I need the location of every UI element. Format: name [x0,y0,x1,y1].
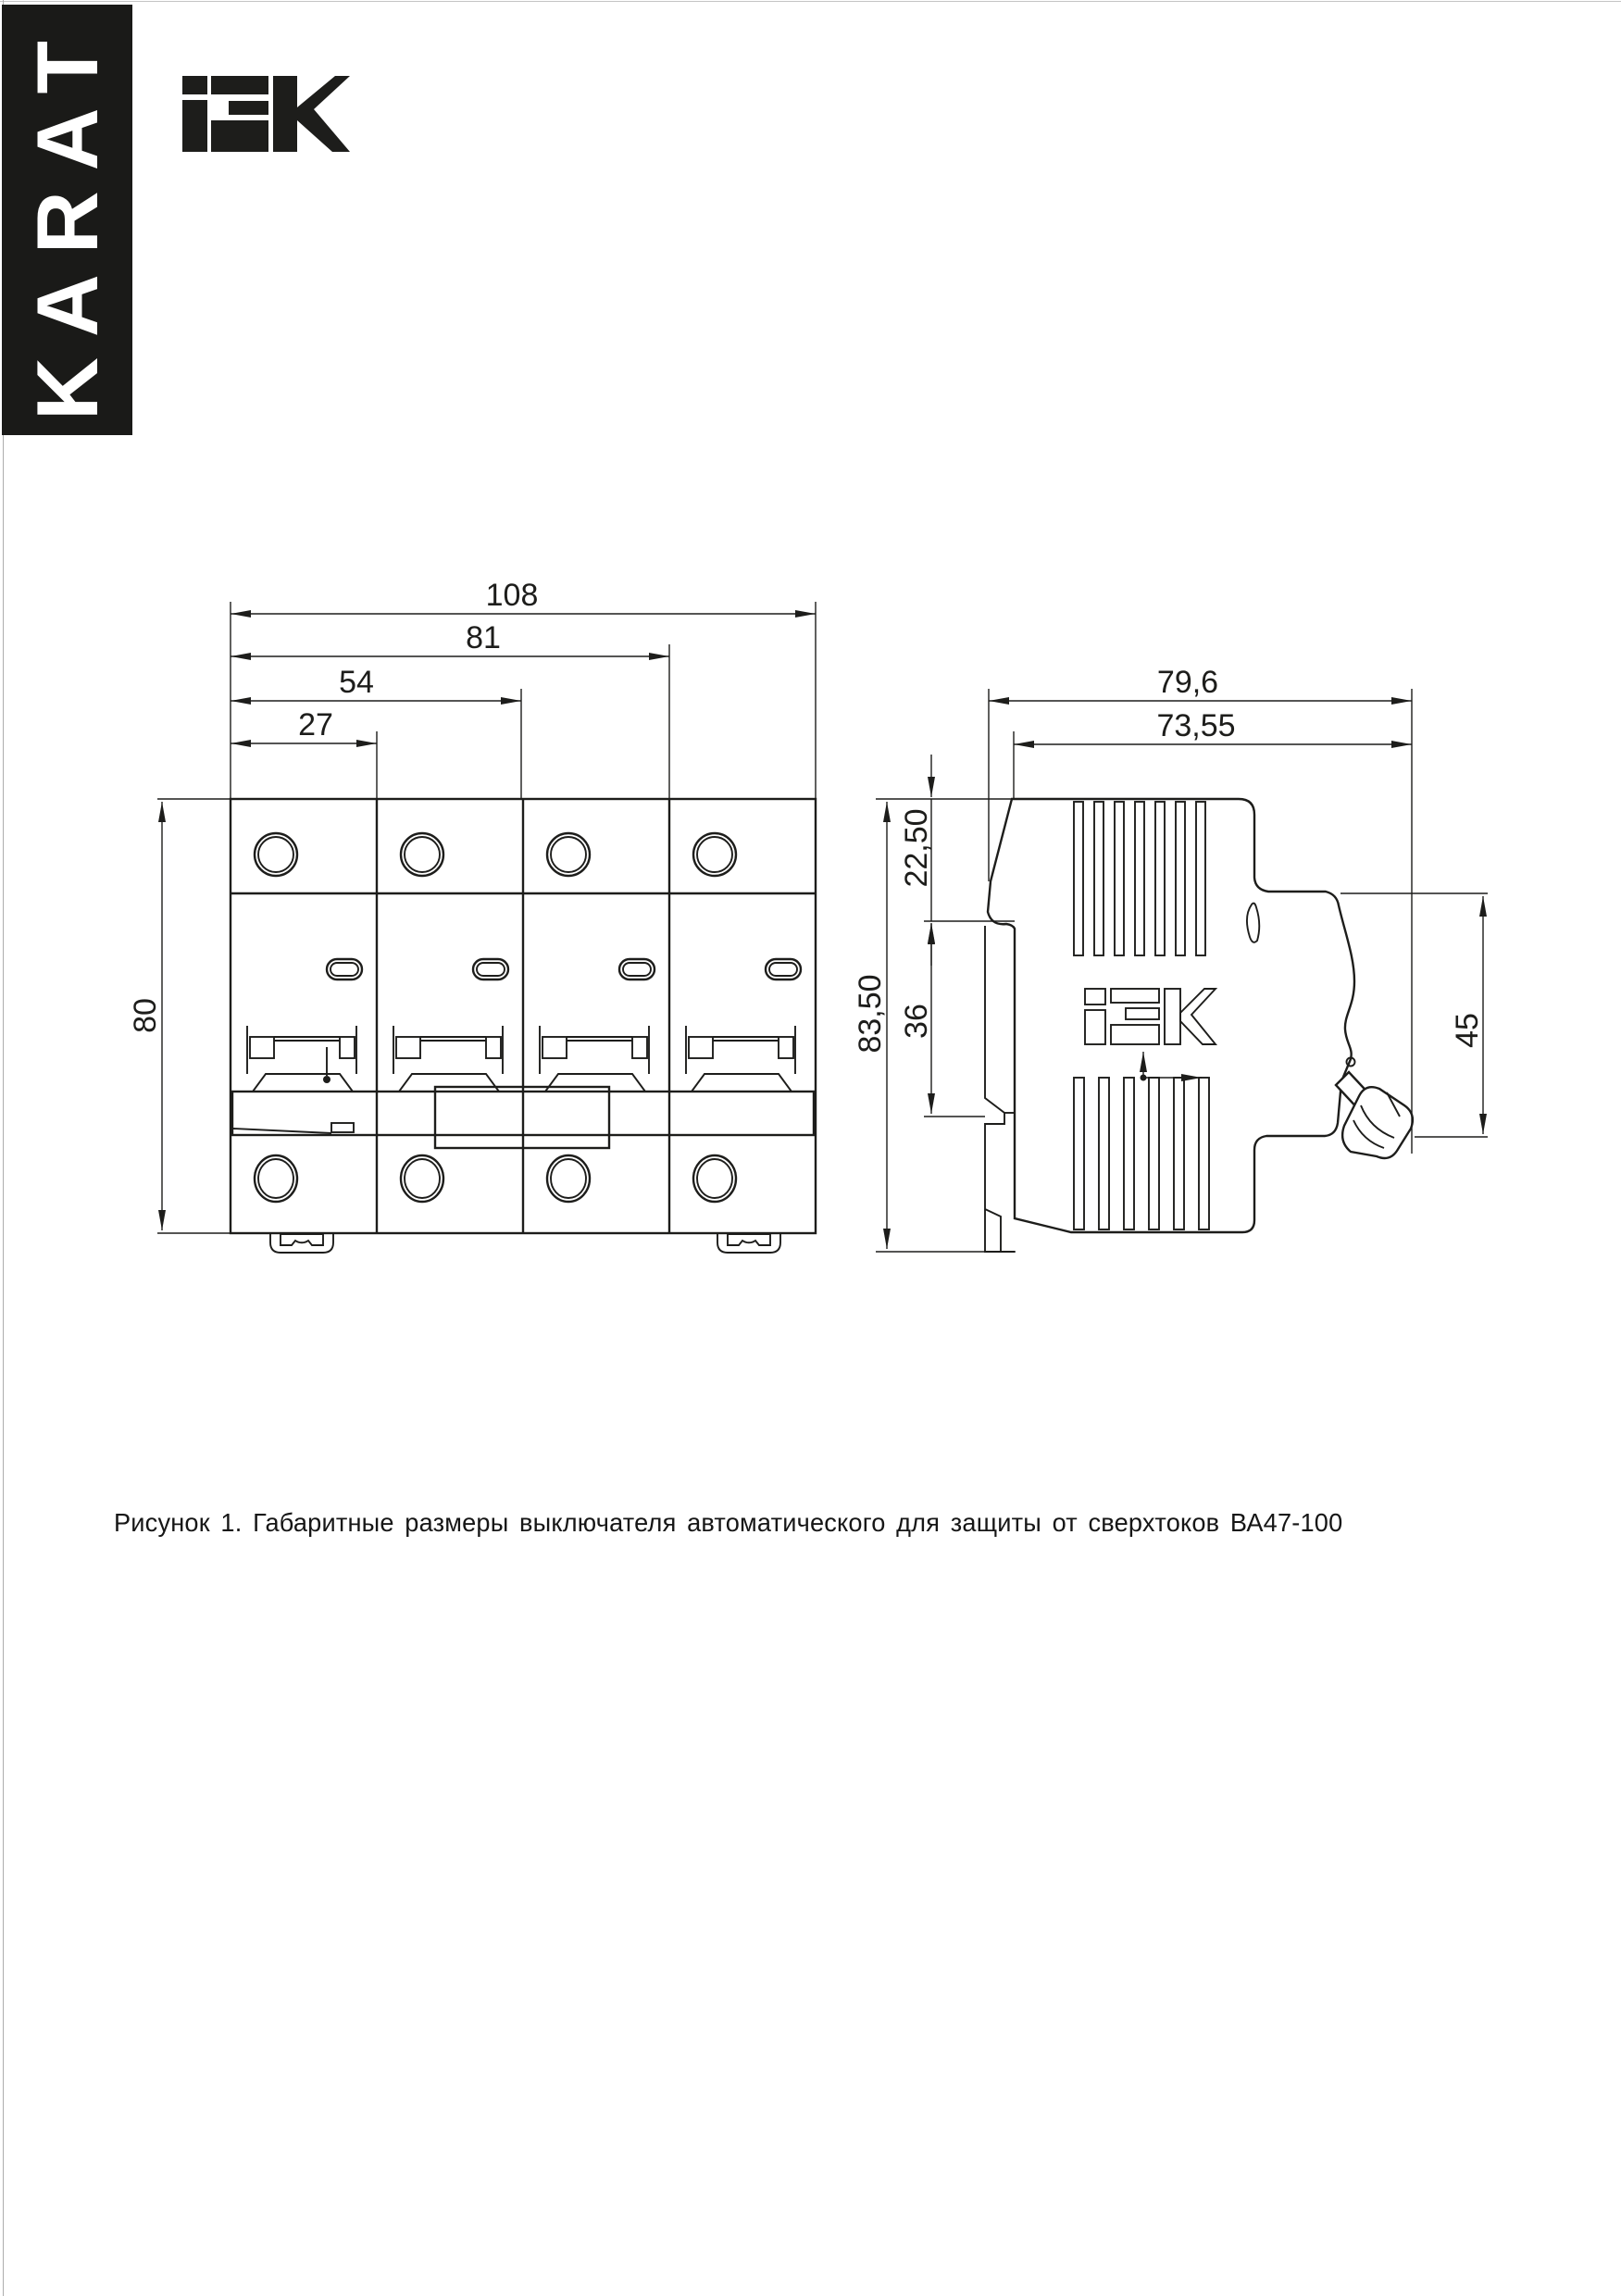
dim-label-54: 54 [339,665,374,700]
front-view [128,578,816,1253]
dim-label-27: 27 [298,707,333,742]
dim-label-45: 45 [1450,1013,1485,1048]
karat-series-label: KARAT [18,19,116,420]
figure-caption: Рисунок 1. Габаритные размеры выключателя автоматического для защиты от сверхтоков ВА47-100 [114,1508,1343,1537]
dim-label-83-50: 83,50 [853,974,888,1054]
dim-label-73-55: 73,55 [1156,708,1236,743]
dim-label-36: 36 [899,1004,934,1039]
side-view [853,665,1488,1252]
dim-label-108: 108 [485,578,539,613]
dim-label-80: 80 [128,998,163,1033]
dim-label-81: 81 [466,620,501,655]
toggle-handle [1336,1072,1413,1158]
dim-label-22-50: 22,50 [899,808,934,888]
side-din-clip [985,926,1015,1252]
dim-label-79-6: 79,6 [1156,665,1219,700]
